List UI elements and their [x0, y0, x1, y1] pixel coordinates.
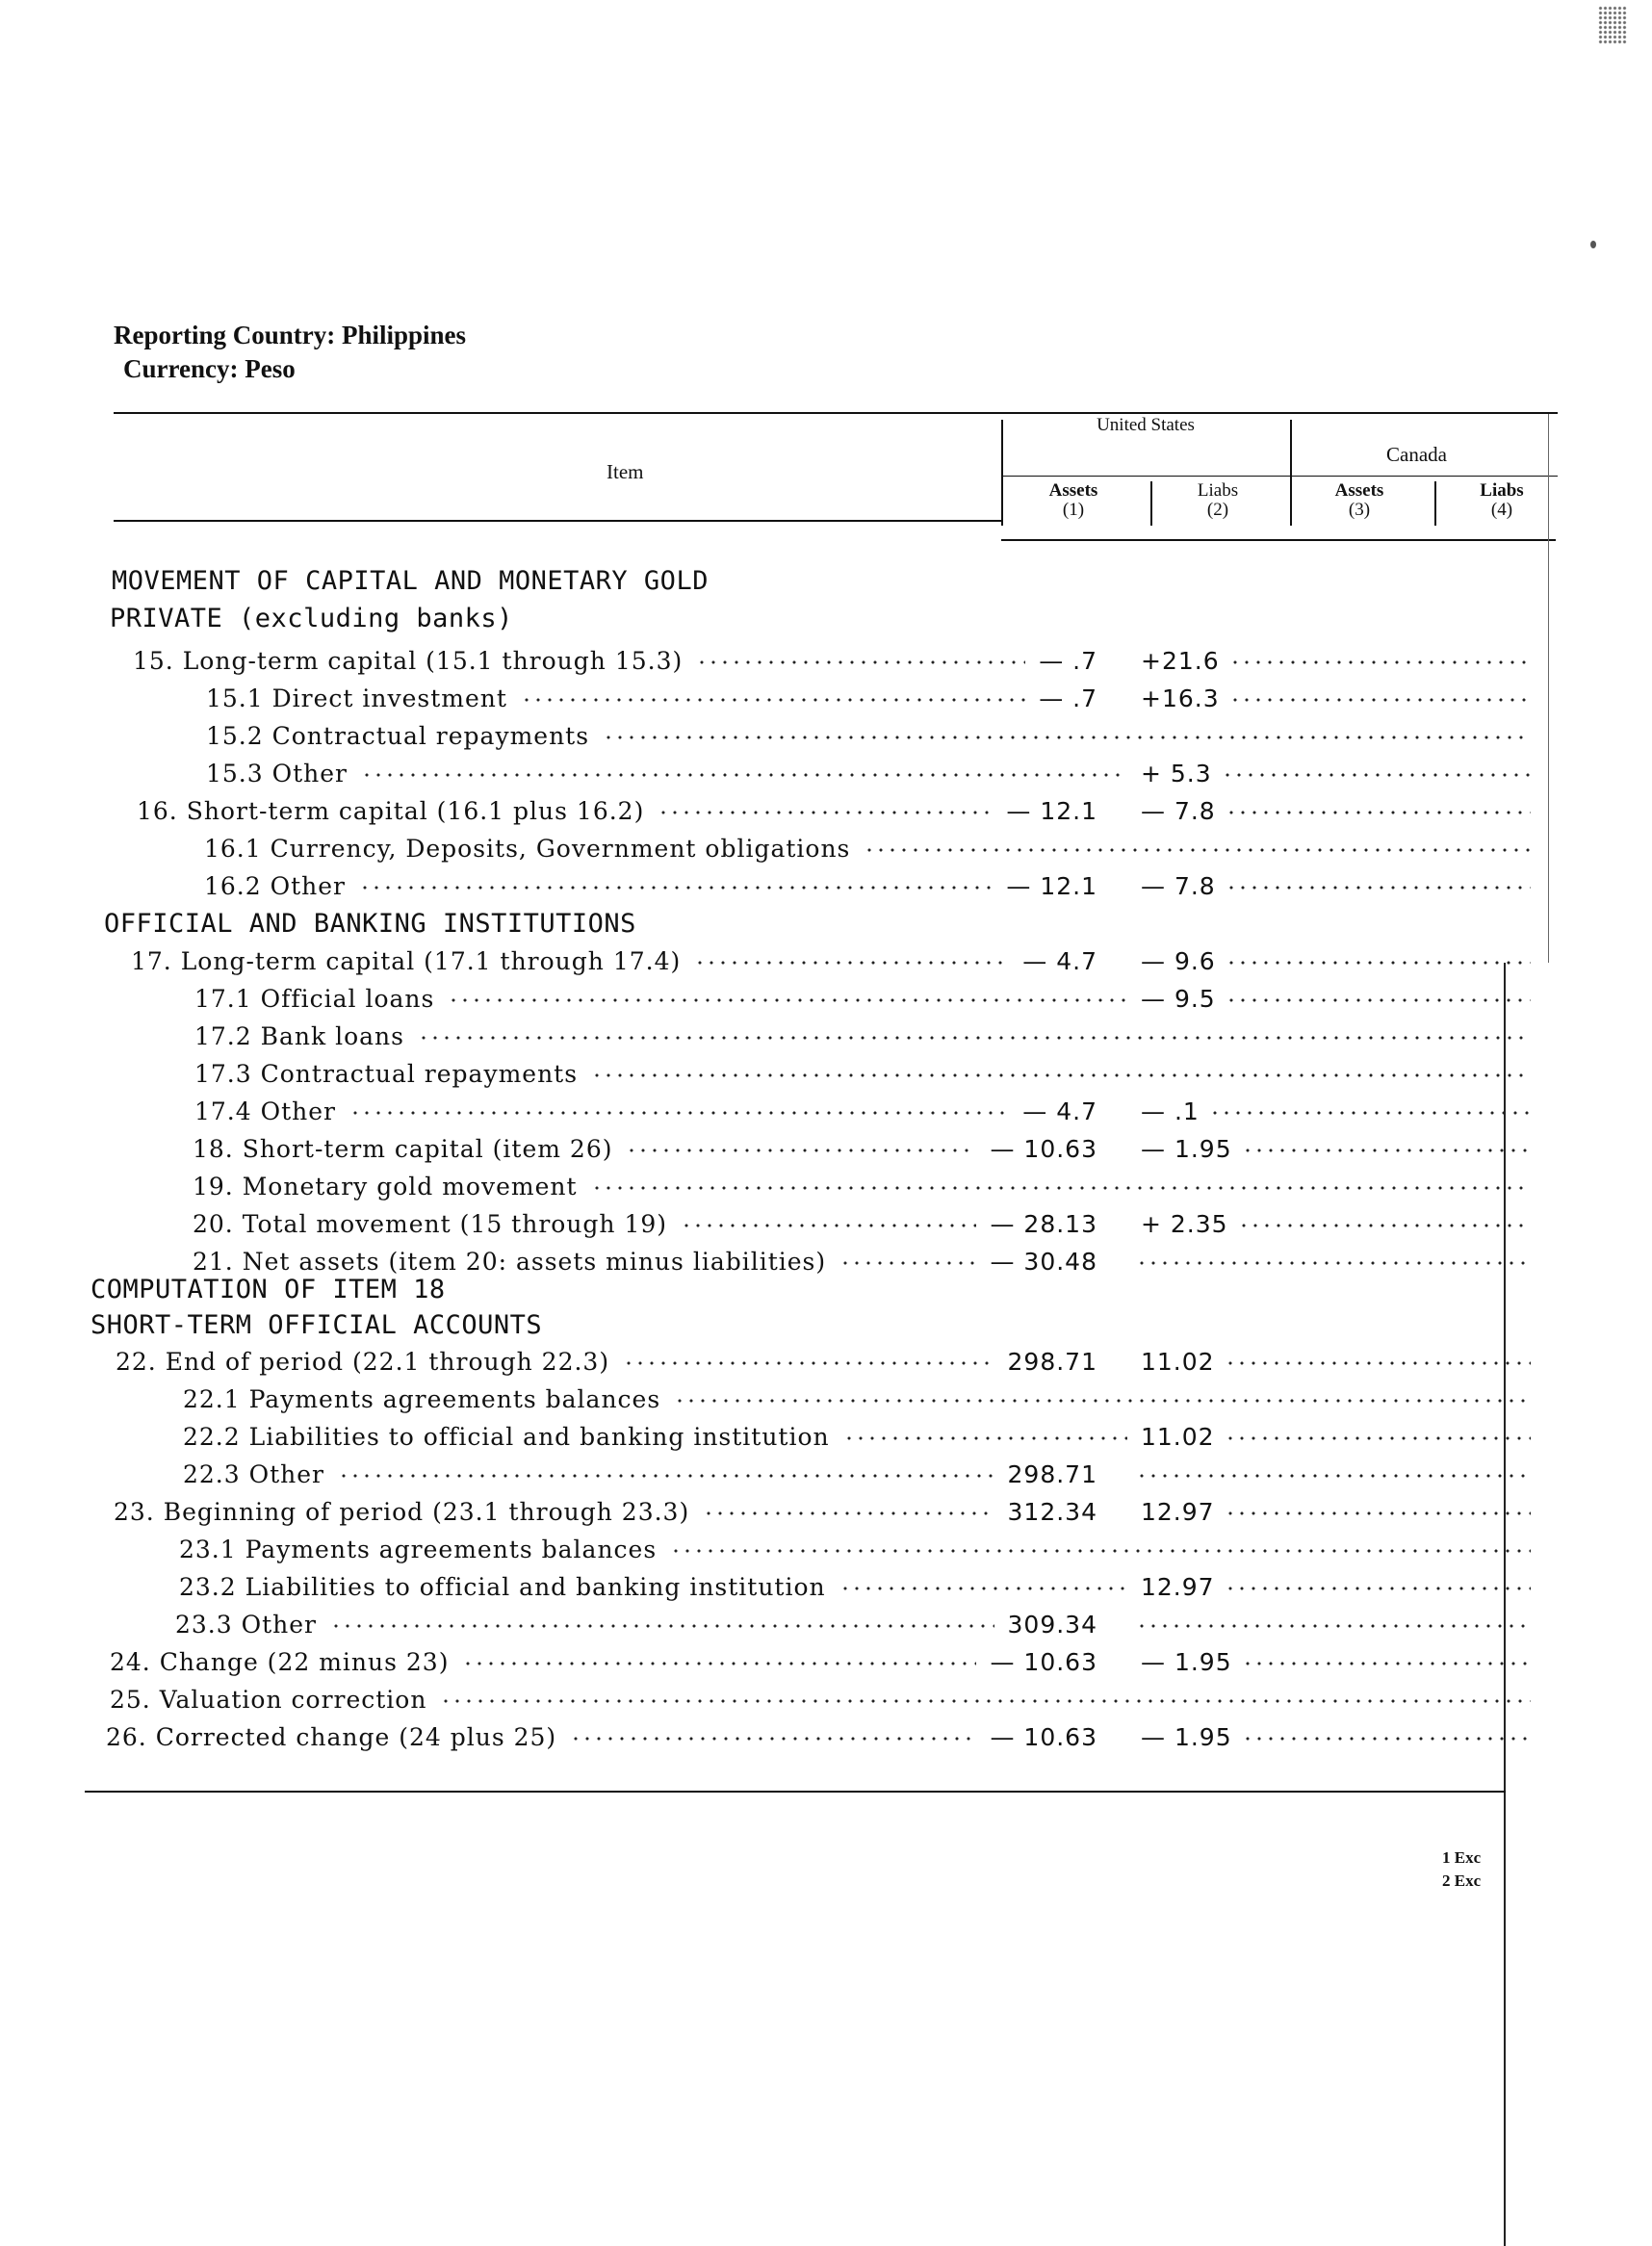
table-header-rule-left	[114, 520, 1001, 522]
row-label: 20. Total movement (15 through 19)	[193, 1210, 668, 1238]
leader-dots	[843, 1436, 1127, 1440]
table-row	[0, 1686, 1550, 1718]
leader-dots	[1242, 1662, 1531, 1665]
leader-dots	[338, 1474, 994, 1478]
row-label: 17. Long-term capital (17.1 through 17.4)	[131, 947, 682, 975]
row-label: 16.2 Other	[204, 872, 346, 900]
table-row	[0, 1135, 1550, 1168]
table-row	[0, 1173, 1550, 1205]
table-row	[0, 1210, 1550, 1243]
leader-dots	[1229, 698, 1531, 702]
row-label: 19. Monetary gold movement	[193, 1173, 578, 1200]
us-assets-value: 298.71	[1007, 1460, 1097, 1488]
row-label: 22. End of period (22.1 through 22.3)	[116, 1348, 610, 1376]
us-liabs-value: — 7.8	[1141, 797, 1216, 825]
leader-dots	[418, 1036, 1531, 1040]
us-assets-value: — 28.13	[990, 1210, 1097, 1238]
leader-dots	[521, 698, 1025, 702]
us-assets-value: 298.71	[1007, 1348, 1097, 1376]
us-assets-value: — 10.63	[990, 1135, 1097, 1163]
us-liabs-value: — 1.95	[1141, 1135, 1232, 1163]
table-row	[0, 1423, 1550, 1456]
us-assets-value: 309.34	[1007, 1611, 1097, 1639]
row-label: 18. Short-term capital (item 26)	[193, 1135, 613, 1163]
column-item-heading: Item	[607, 460, 644, 483]
row-label: 21. Net assets (item 20: assets minus liabilities)	[193, 1248, 827, 1276]
leader-dots	[448, 998, 1127, 1002]
currency: Currency: Peso	[123, 354, 296, 383]
us-assets-value: — .7	[1039, 647, 1097, 675]
table-row	[0, 1348, 1550, 1381]
leader-dots	[1225, 1436, 1531, 1440]
row-label: 23. Beginning of period (23.1 through 23.3)	[114, 1498, 690, 1526]
row-label: 23.1 Payments agreements balances	[179, 1536, 658, 1563]
header-divider-2	[1150, 481, 1152, 526]
leader-dots	[1226, 998, 1531, 1002]
leader-dots	[1226, 961, 1531, 965]
column-canada-liabs: Liabs (4)	[1480, 480, 1524, 520]
us-liabs-value: 11.02	[1141, 1423, 1215, 1451]
us-liabs-value: + 5.3	[1141, 760, 1212, 787]
section-movement-of-capital: MOVEMENT OF CAPITAL AND MONETARY GOLD	[112, 566, 709, 596]
leader-dots	[623, 1361, 994, 1365]
table-row	[0, 1536, 1550, 1568]
leader-dots	[658, 811, 993, 814]
us-assets-value: — 4.7	[1022, 947, 1097, 975]
section-computation-item-18: COMPUTATION OF ITEM 18	[90, 1275, 446, 1304]
leader-dots	[1226, 886, 1531, 890]
leader-dots	[440, 1699, 1531, 1703]
row-label: 15. Long-term capital (15.1 through 15.3)	[133, 647, 684, 675]
leader-dots	[839, 1261, 976, 1265]
row-label: 22.2 Liabilities to official and banking institution	[183, 1423, 830, 1451]
footnote-1: 1 Exc	[1442, 1848, 1482, 1867]
scan-speck	[1598, 6, 1627, 44]
leader-dots	[681, 1224, 976, 1227]
row-label: 17.1 Official loans	[194, 985, 435, 1013]
us-liabs-value: +21.6	[1141, 647, 1220, 675]
row-label: 17.2 Bank loans	[194, 1022, 404, 1050]
table-row	[0, 1498, 1550, 1531]
us-assets-value: — .7	[1039, 684, 1097, 712]
row-label: 25. Valuation correction	[110, 1686, 427, 1714]
page-edge-line-upper	[1548, 414, 1549, 963]
us-liabs-value: — .1	[1141, 1097, 1200, 1125]
us-liabs-value: 12.97	[1141, 1573, 1215, 1601]
leader-dots	[1136, 1261, 1531, 1265]
leader-dots	[603, 736, 1531, 739]
table-row	[0, 1385, 1550, 1418]
us-liabs-value: — 9.5	[1141, 985, 1216, 1013]
row-label: 15.2 Contractual repayments	[206, 722, 590, 750]
leader-dots	[674, 1399, 1531, 1403]
table-bottom-rule	[85, 1791, 1506, 1793]
table-row	[0, 835, 1550, 867]
leader-dots	[1229, 660, 1531, 664]
leader-dots	[696, 660, 1025, 664]
leader-dots	[349, 1111, 1009, 1115]
row-label: 24. Change (22 minus 23)	[110, 1648, 450, 1676]
us-assets-value: 312.34	[1007, 1498, 1097, 1526]
us-assets-value: — 30.48	[990, 1248, 1097, 1276]
column-group-united-states: United States	[1097, 415, 1195, 435]
leader-dots	[361, 773, 1127, 777]
group-under-rule	[1001, 476, 1558, 477]
leader-dots	[703, 1511, 994, 1515]
leader-dots	[1136, 1624, 1531, 1628]
leader-dots	[694, 961, 1009, 965]
leader-dots	[359, 886, 993, 890]
us-liabs-value: — 1.95	[1141, 1648, 1232, 1676]
us-liabs-value: — 7.8	[1141, 872, 1216, 900]
header-divider-3	[1290, 420, 1292, 526]
table-row	[0, 1573, 1550, 1606]
table-top-rule	[114, 412, 1558, 414]
table-row	[0, 1611, 1550, 1643]
leader-dots	[1225, 1511, 1531, 1515]
leader-dots	[1136, 1474, 1531, 1478]
us-liabs-value: — 1.95	[1141, 1723, 1232, 1751]
leader-dots	[591, 1186, 1531, 1190]
table-row	[0, 1460, 1550, 1493]
row-label: 16.1 Currency, Deposits, Government obligations	[204, 835, 851, 863]
us-assets-value: — 12.1	[1006, 797, 1097, 825]
leader-dots	[839, 1587, 1127, 1590]
row-label: 22.1 Payments agreements balances	[183, 1385, 661, 1413]
leader-dots	[1209, 1111, 1531, 1115]
row-label: 17.3 Contractual repayments	[194, 1060, 579, 1088]
table-header-rule-right	[1001, 539, 1556, 541]
us-assets-value: — 4.7	[1022, 1097, 1097, 1125]
leader-dots	[462, 1662, 976, 1665]
table-row	[0, 722, 1550, 755]
table-row	[0, 947, 1550, 980]
row-label: 26. Corrected change (24 plus 25)	[106, 1723, 557, 1751]
leader-dots	[591, 1073, 1531, 1077]
leader-dots	[1238, 1224, 1531, 1227]
row-label: 15.1 Direct investment	[206, 684, 507, 712]
leader-dots	[1242, 1149, 1531, 1152]
us-assets-value: — 10.63	[990, 1648, 1097, 1676]
leader-dots	[1226, 811, 1531, 814]
reporting-country: Reporting Country: Philippines	[114, 321, 467, 349]
table-row	[0, 1248, 1550, 1280]
row-label: 17.4 Other	[194, 1097, 336, 1125]
column-us-assets: Assets (1)	[1048, 480, 1098, 520]
header-divider-4	[1434, 481, 1436, 526]
us-liabs-value: 11.02	[1141, 1348, 1215, 1376]
column-group-canada: Canada	[1386, 443, 1447, 466]
table-row	[0, 1648, 1550, 1681]
us-liabs-value: 12.97	[1141, 1498, 1215, 1526]
us-liabs-value: +16.3	[1141, 684, 1220, 712]
us-liabs-value: + 2.35	[1141, 1210, 1228, 1238]
leader-dots	[864, 848, 1531, 852]
table-row	[0, 797, 1550, 830]
row-label: 22.3 Other	[183, 1460, 324, 1488]
footnote-2: 2 Exc	[1442, 1872, 1482, 1890]
leader-dots	[670, 1549, 1531, 1553]
table-row	[0, 684, 1550, 717]
table-row	[0, 985, 1550, 1018]
page-edge-line	[1504, 963, 1506, 2246]
header-divider-1	[1001, 420, 1003, 526]
leader-dots	[626, 1149, 976, 1152]
us-assets-value: — 10.63	[990, 1723, 1097, 1751]
leader-dots	[1225, 1587, 1531, 1590]
column-us-liabs: Liabs (2)	[1197, 480, 1239, 520]
section-official-banking: OFFICIAL AND BANKING INSTITUTIONS	[104, 909, 636, 939]
table-row	[0, 1723, 1550, 1756]
leader-dots	[330, 1624, 994, 1628]
leader-dots	[1222, 773, 1531, 777]
section-short-term-official: SHORT-TERM OFFICIAL ACCOUNTS	[90, 1310, 543, 1340]
row-label: 16. Short-term capital (16.1 plus 16.2)	[137, 797, 645, 825]
column-canada-assets: Assets (3)	[1334, 480, 1384, 520]
row-label: 15.3 Other	[206, 760, 348, 787]
leader-dots	[1225, 1361, 1531, 1365]
table-row	[0, 647, 1550, 680]
table-row	[0, 1060, 1550, 1093]
table-row	[0, 872, 1550, 905]
leader-dots	[570, 1737, 976, 1741]
section-private: PRIVATE (excluding banks)	[110, 604, 513, 633]
table-row	[0, 1022, 1550, 1055]
us-assets-value: — 12.1	[1006, 872, 1097, 900]
row-label: 23.2 Liabilities to official and banking institution	[179, 1573, 826, 1601]
row-label: 23.3 Other	[175, 1611, 317, 1639]
us-liabs-value: — 9.6	[1141, 947, 1216, 975]
scan-speck	[1590, 241, 1596, 248]
table-row	[0, 760, 1550, 792]
table-row	[0, 1097, 1550, 1130]
leader-dots	[1242, 1737, 1531, 1741]
